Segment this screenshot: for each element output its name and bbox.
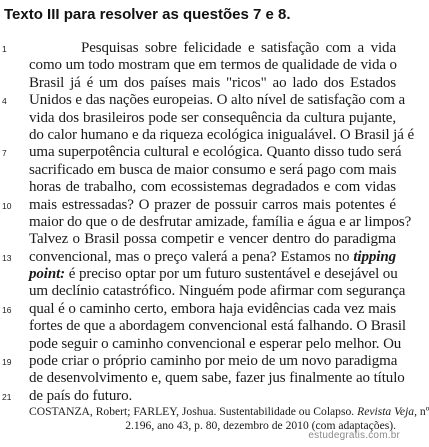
line-text: Talvez o Brasil possa competir e vencer dentro do paradigma	[29, 231, 396, 248]
text-line	[0, 57, 408, 74]
text-line	[0, 231, 408, 248]
text-line	[0, 110, 408, 127]
text-line	[0, 283, 408, 300]
line-number: 4	[2, 96, 7, 107]
text-line	[0, 318, 408, 335]
line-text: pode criar o próprio caminho por meio de um novo paradigma	[29, 353, 398, 370]
text-line	[0, 388, 408, 405]
line-text-main: é preciso optar por um futuro sustentável e desejável ou	[68, 266, 398, 283]
text-line	[0, 336, 408, 353]
line-text	[29, 249, 396, 266]
line-text: Brasil já é um dos países mais "ricos" ao lado dos Estados	[29, 74, 396, 91]
line-text	[29, 266, 396, 283]
citation-line	[29, 405, 429, 419]
line-text: vida dos brasileiros pode ser consequência da cultura pujante,	[29, 109, 396, 126]
line-text: sacrificado em busca de maior consumo e será pago com mais	[29, 161, 397, 178]
text-line	[0, 40, 408, 57]
text-body	[0, 40, 415, 405]
line-text: Unidos e das nações europeias. O alto nível de satisfação com a	[29, 92, 406, 109]
line-text: mais estressadas? O prazer de possuir carros mais potentes é	[29, 196, 396, 213]
text-line	[0, 353, 408, 370]
text-line	[0, 75, 408, 92]
line-text-main: convencional, mas o preço valerá a pena? Estamos no	[29, 248, 350, 265]
line-number: 21	[2, 391, 12, 402]
line-text: de país do futuro.	[29, 387, 133, 404]
text-line	[0, 266, 408, 283]
line-text: Pesquisas sobre felicidade e satisfação com a vida	[81, 40, 396, 56]
citation-line: 2.196, ano 43, p. 80, dezembro de 2010 (com adaptações).	[125, 419, 396, 432]
site-watermark: estudegratis.com.br	[308, 430, 400, 441]
text-line	[0, 92, 408, 109]
line-number: 1	[2, 44, 7, 54]
text-line	[0, 301, 408, 318]
text-line	[0, 213, 412, 231]
text-line	[0, 197, 408, 214]
line-number: 7	[2, 148, 7, 159]
text-line	[0, 370, 408, 387]
text-line	[0, 249, 408, 266]
line-text: fortes de que a abordagem convencional está falhando. O Brasil	[29, 318, 406, 335]
line-text: horas de trabalho, com ecossistemas degradados e com vidas	[29, 179, 396, 196]
line-number: 13	[2, 252, 12, 263]
line-text: do calor humano e da riqueza ecológica inigualável. O Brasil já é	[29, 126, 415, 143]
citation-source: Revista Veja	[357, 405, 415, 418]
text-line	[0, 144, 408, 161]
line-text: maior do que o de desfrutar amizade, família e água e ar limpos?	[29, 213, 412, 230]
line-text: qual é o caminho certo, embora haja evidências cada vez mais	[29, 300, 396, 317]
citation-details: , nº	[414, 405, 429, 418]
citation-authors: COSTANZA, Robert; FARLEY, Joshua. Sustentabilidade ou Colapso.	[29, 405, 355, 418]
text-heading: Texto III para resolver as questões 7 e 8.	[4, 6, 291, 23]
line-text: pode seguir o caminho convencional e esperar pelo melhor. Ou	[29, 335, 402, 352]
line-text: uma superpotência cultural e ecológica. Quanto disso tudo será	[29, 144, 402, 161]
line-text: um declínio catastrófico. Ninguém pode afirmar com segurança	[29, 283, 406, 300]
line-number: 10	[2, 200, 12, 211]
source-citation	[29, 405, 429, 433]
emphasized-term: point:	[29, 266, 66, 283]
line-number: 19	[2, 357, 12, 368]
line-text: como um todo mostram que em termos de qualidade de vida o	[29, 57, 397, 74]
text-line	[0, 162, 408, 179]
text-line	[0, 126, 415, 144]
text-line	[0, 179, 408, 196]
line-number: 16	[2, 304, 12, 315]
line-text: de desenvolvimento e, quem sabe, fazer jus finalmente ao título	[29, 370, 405, 387]
emphasized-term: tipping	[353, 248, 396, 265]
